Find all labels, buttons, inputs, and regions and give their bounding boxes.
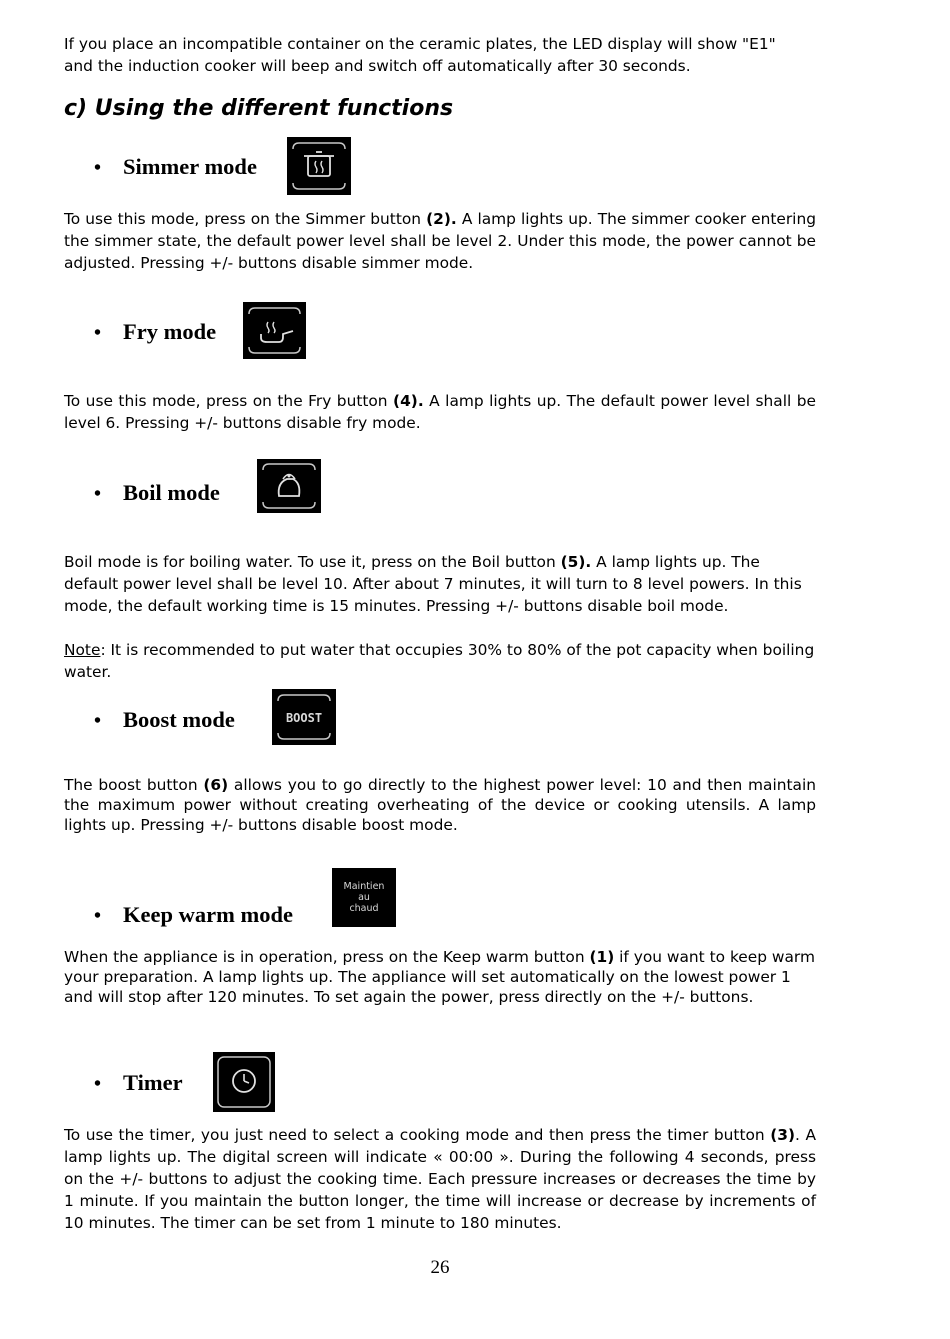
boost-mode-title: Boost mode	[123, 707, 235, 732]
simmer-mode-heading	[94, 153, 257, 182]
bullet: •	[94, 157, 102, 179]
button-ref-2: (2).	[426, 210, 457, 228]
boost-icon	[272, 689, 336, 745]
button-ref-6: (6)	[203, 776, 229, 794]
timer-title: Timer	[123, 1070, 183, 1095]
keep-warm-icon-line-3: chaud	[349, 903, 379, 914]
bullet: •	[94, 905, 102, 927]
bullet: •	[94, 322, 102, 344]
fry-description: To use this mode, press on the Fry button (4). A lamp lights up. The default power level shall be level 6. Pressing +/- buttons disable fry mode.	[64, 392, 816, 432]
keep-warm-icon	[332, 868, 396, 927]
button-ref-5: (5).	[560, 553, 592, 571]
keep-warm-description: When the appliance is in operation, press on the Keep warm button (1) if you want to keep warm your preparation. A lamp lights up. The appliance will set automatically on the lowest power 1 and will stop after 120 minutes. To set again the power, press directly on the +/- buttons.	[64, 948, 815, 1006]
boost-icon-label: BOOST	[285, 711, 323, 725]
fry-mode-title: Fry mode	[123, 319, 217, 344]
fry-mode-heading	[94, 318, 216, 347]
intro-line-2: and the induction cooker will beep and switch off automatically after 30 seconds.	[64, 57, 691, 75]
boost-description: The boost button (6) allows you to go directly to the highest power level: 10 and then maintain the maximum power without creating overheating of the device or cooking utensils. A lamp lights up. Pressing +/- buttons disable boost mode.	[64, 776, 816, 834]
keep-warm-mode-title: Keep warm mode	[123, 902, 293, 927]
timer-description: To use the timer, you just need to select a cooking mode and then press the timer button (3). A lamp lights up. The digital screen will indicate « 00:00 ». During the following 4 seconds, press on the +/- buttons to adjust the cooking time. Each pressure increases or decreases the time by 1 minute. If you maintain the button longer, the time will increase or decrease by increments of 10 minutes. The timer can be set from 1 minute to 180 minutes.	[64, 1126, 816, 1232]
boost-mode-heading	[94, 706, 235, 735]
intro-paragraph	[64, 33, 816, 77]
section-title: c) Using the different functions	[64, 96, 454, 121]
boil-mode-heading	[94, 479, 220, 508]
boil-description: Boil mode is for boiling water. To use it, press on the Boil button (5). A lamp lights up. The default power level shall be level 10. After about 7 minutes, it will turn to 8 level powers. In this mode, the default working time is 15 minutes. Pressing +/- buttons disable boil mode.	[64, 553, 802, 615]
boil-mode-title: Boil mode	[123, 480, 220, 505]
boil-note: Note: It is recommended to put water that occupies 30% to 80% of the pot capacity when boiling water.	[64, 641, 815, 681]
keep-warm-icon-line-1: Maintien	[343, 881, 385, 892]
button-ref-3: (3)	[770, 1126, 795, 1144]
keep-warm-mode-heading	[94, 901, 293, 930]
keep-warm-icon-line-2: au	[358, 892, 370, 903]
bullet: •	[94, 1073, 102, 1095]
bullet: •	[94, 483, 102, 505]
page-number: 26	[430, 1257, 450, 1278]
clock-icon	[213, 1052, 275, 1112]
button-ref-4: (4).	[393, 392, 424, 410]
note-label: Note	[64, 641, 101, 659]
simmer-mode-title: Simmer mode	[123, 154, 257, 179]
simmer-description: To use this mode, press on the Simmer button (2). A lamp lights up. The simmer cooker entering the simmer state, the default power level shall be level 2. Under this mode, the power cannot be adjusted. Pressing +/- buttons disable simmer mode.	[64, 210, 816, 272]
button-ref-1: (1)	[589, 948, 615, 966]
simmer-pot-icon	[287, 137, 351, 195]
intro-line-1: If you place an incompatible container on the ceramic plates, the LED display will show "E1"	[64, 35, 776, 53]
fry-pan-icon	[243, 302, 306, 359]
timer-heading	[94, 1069, 183, 1098]
kettle-icon	[257, 459, 321, 513]
bullet: •	[94, 710, 102, 732]
